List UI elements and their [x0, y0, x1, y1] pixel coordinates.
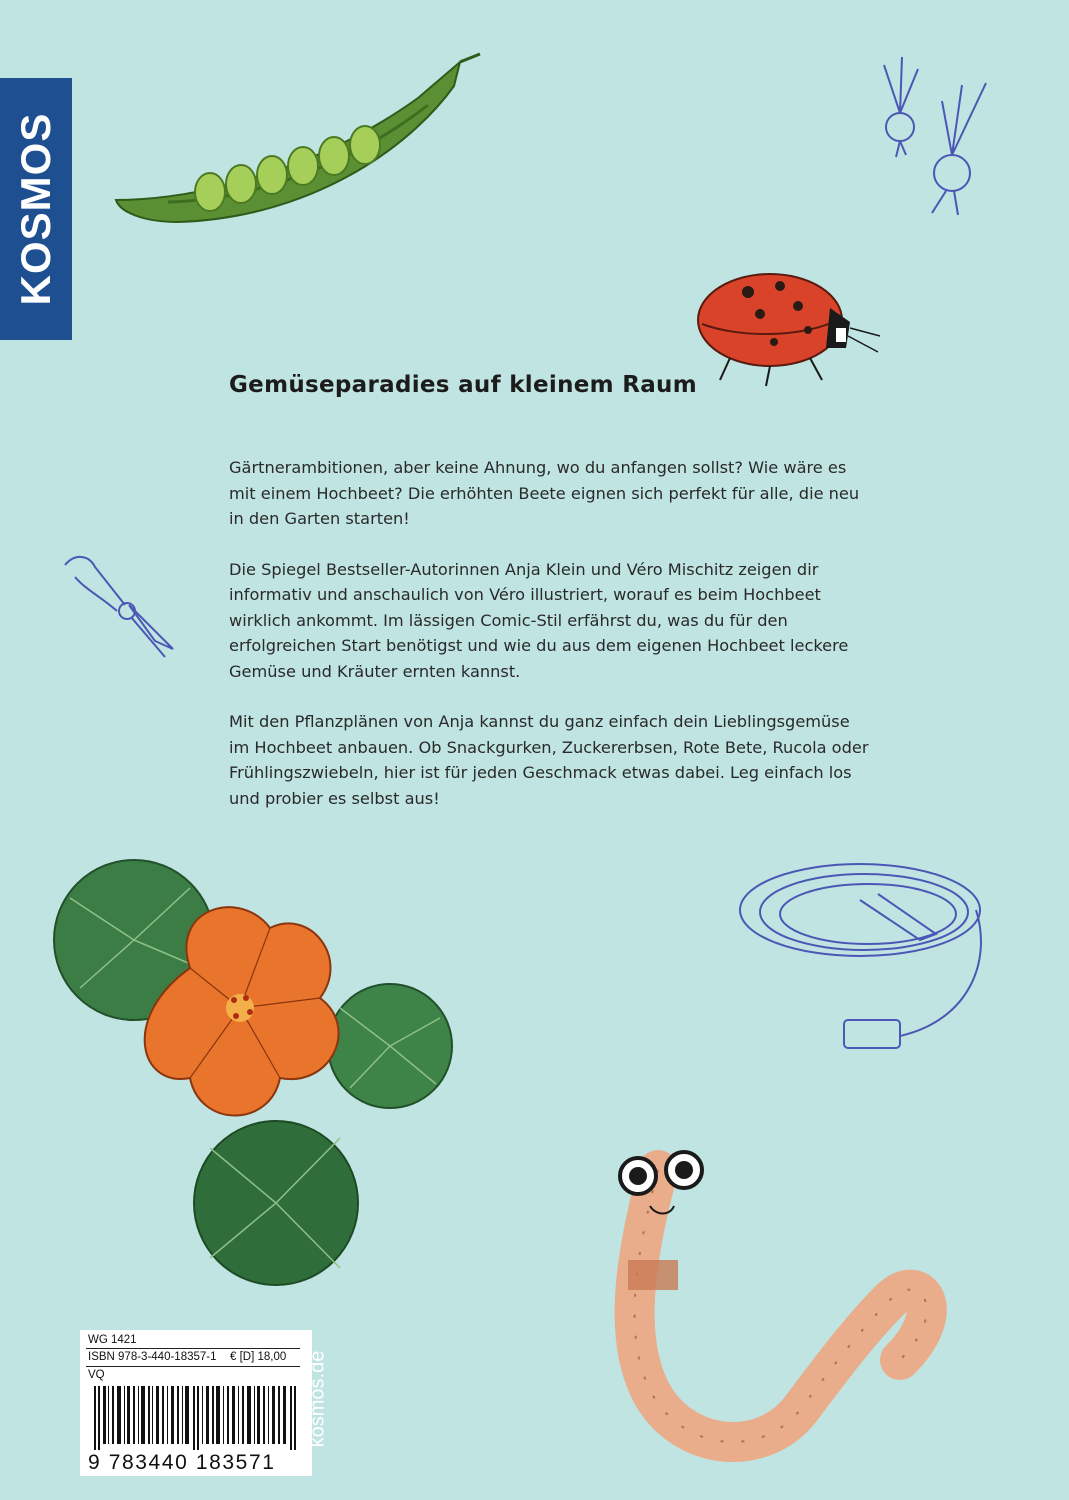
- pea-pod-icon: [108, 50, 488, 240]
- vq-code: VQ: [88, 1369, 105, 1381]
- nasturtium-flower-icon: [40, 848, 460, 1288]
- price: € [D] 18,00: [230, 1351, 287, 1363]
- paragraph: Gärtnerambitionen, aber keine Ahnung, wo du anfangen sollst? Wie wäre es mit einem Hochbeet? Die erhöhten Beete eignen sich perfekt für alle, die neu in den Garten starten!: [229, 458, 860, 528]
- publisher-url: kosmos.de: [306, 1350, 329, 1448]
- earthworm-with-glasses-icon: [600, 1130, 1000, 1480]
- paragraph: Mit den Pflanzplänen von Anja kannst du ganz einfach dein Lieblingsgemüse im Hochbeet anbauen. Ob Snackgurken, Zuckererbsen, Rote Bete, Rucola oder Frühlingszwiebeln, hier ist für jeden Geschmack etwas dabei. Leg einfach los und probier es selbst aus!: [229, 712, 869, 808]
- barcode-graphic: [94, 1386, 300, 1450]
- barcode-digits: 9 783440 183571: [88, 1451, 276, 1474]
- barcode-box: [80, 1330, 312, 1476]
- isbn: ISBN 978-3-440-18357-1: [88, 1351, 217, 1363]
- paragraph: Die Spiegel Bestseller-Autorinnen Anja Klein und Véro Mischitz zeigen dir informativ und anschaulich von Véro illustriert, worauf es beim Hochbeet wirklich ankommt. Im lässigen Comic-Stil erfährst du, was du für den erfolgreichen Start benötigst und wie du aus dem eigenen Hochbeet leckere Gemüse und Kräuter ernten kannst.: [229, 559, 849, 681]
- garden-hose-icon: [730, 840, 1010, 1080]
- publisher-logo-band: [0, 78, 72, 340]
- divider: [86, 1348, 300, 1349]
- publisher-logo: KOSMOS: [12, 112, 59, 306]
- pruning-shears-icon: [55, 545, 185, 665]
- wg-code: WG 1421: [88, 1334, 137, 1346]
- divider: [86, 1366, 300, 1367]
- page-title: Gemüseparadies auf kleinem Raum: [229, 372, 697, 398]
- description-text: [229, 455, 869, 836]
- radish-sketch-icon: [862, 45, 1022, 225]
